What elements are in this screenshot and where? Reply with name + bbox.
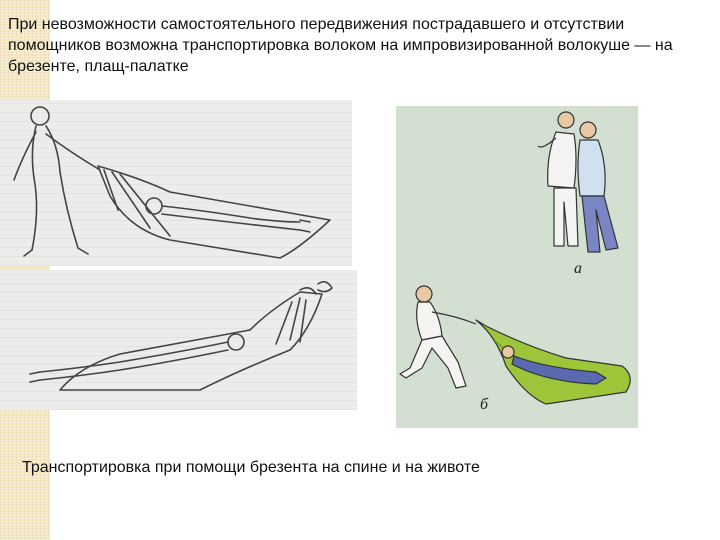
sketch-drag-on-stomach [0, 270, 357, 410]
slide-heading: При невозможности самостоятельного передвижения пострадавшего и отсутствии помощников возможна транспортировка волоком на импровизированной волокуше — на брезенте, плащ-палатке [8, 16, 673, 75]
figure-a-assisted-walk [538, 112, 618, 252]
illustration-caption: Транспортировка при помощи брезента на спине и на животе [22, 459, 480, 476]
figure-label-a: а [574, 260, 582, 277]
figure-b-tarp-drag [400, 286, 630, 404]
figure-label-b: б [480, 396, 489, 413]
illustration-panel [396, 106, 638, 428]
sketch-drag-on-back [0, 100, 352, 266]
